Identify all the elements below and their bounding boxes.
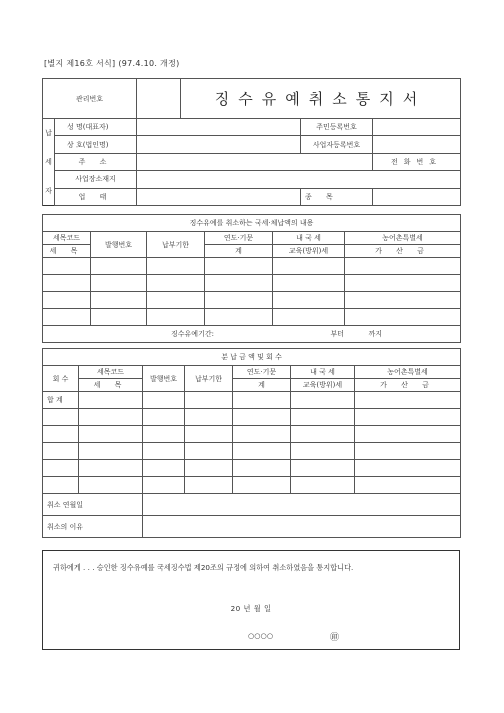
taxpayer-char-1: 납 <box>45 129 52 138</box>
name-field[interactable] <box>137 119 301 136</box>
col-tax-item: 세 목 <box>79 379 143 392</box>
management-number-field[interactable] <box>137 79 181 119</box>
business-address-field[interactable] <box>137 171 461 188</box>
col-issue-number: 발행번호 <box>143 366 185 392</box>
cancelled-tax-table <box>42 214 461 343</box>
col-issue-number: 발행번호 <box>91 232 147 258</box>
table-row <box>43 477 461 494</box>
deferral-from-label: 부터 <box>330 330 345 338</box>
business-address-label: 사업장소재지 <box>55 171 137 188</box>
col-education-tax: 교육(방위)세 <box>273 245 345 258</box>
table-row <box>43 309 461 326</box>
taxpayer-char-3: 자 <box>45 186 52 195</box>
taxpayer-label <box>43 119 55 206</box>
installment-table <box>42 348 461 538</box>
table-row <box>43 392 461 409</box>
col-education-tax: 교육(방위)세 <box>291 379 355 392</box>
cancel-date-label: 취소 연월일 <box>43 494 143 516</box>
deferral-period <box>43 326 461 343</box>
table-row <box>43 258 461 275</box>
form-number-label: [별지 제16호 서식] (97.4.10. 개정) <box>44 59 180 68</box>
col-tax-code: 세목코드 <box>79 366 143 379</box>
table-row <box>43 292 461 309</box>
table-row <box>43 426 461 443</box>
table-row <box>43 409 461 426</box>
col-year-period: 연도·기문 <box>233 366 291 379</box>
notice-box <box>42 550 460 650</box>
address-field[interactable] <box>137 153 373 170</box>
name-label: 성 명(대표자) <box>55 119 137 136</box>
cancelled-tax-heading: 징수유예를 취소하는 국세·체납액의 내용 <box>43 215 461 232</box>
col-national-tax: 내 국 세 <box>291 366 355 379</box>
category-label: 종 목 <box>301 188 373 205</box>
col-total: 계 <box>205 245 273 258</box>
cancel-date-field[interactable] <box>143 494 461 516</box>
industry-field[interactable] <box>137 188 301 205</box>
category-field[interactable] <box>373 188 461 205</box>
address-label: 주 소 <box>55 153 137 170</box>
business-name-label: 상 호(법인명) <box>55 136 137 153</box>
col-due-date: 납부기한 <box>185 366 233 392</box>
signer-name: ○○○○ <box>248 631 274 640</box>
resident-number-field[interactable] <box>373 119 461 136</box>
taxpayer-table <box>42 78 461 206</box>
col-tax-code: 세목코드 <box>43 232 91 245</box>
industry-label: 업 태 <box>55 188 137 205</box>
seal-icon: ㊞ <box>330 633 340 643</box>
col-additional-charge: 가 산 금 <box>355 379 461 392</box>
col-additional-charge: 가 산 금 <box>345 245 461 258</box>
business-name-field[interactable] <box>137 136 301 153</box>
deferral-period-label: 징수유예기간: <box>171 330 214 338</box>
document-title: 징수유예취소통지서 <box>181 79 461 119</box>
table-row <box>43 443 461 460</box>
deferral-to-label: 까지 <box>368 330 383 338</box>
installment-heading: 분 납 금 액 및 회 수 <box>43 349 461 366</box>
col-rural-tax: 농어촌특별세 <box>345 232 461 245</box>
business-registration-label: 사업자등록번호 <box>301 136 373 153</box>
col-total: 계 <box>233 379 291 392</box>
col-due-date: 납부기한 <box>147 232 205 258</box>
col-installment-times: 회 수 <box>43 366 79 392</box>
notice-text: 귀하에게 . . . 승인한 징수유예를 국세징수법 제20조의 규정에 의하여 취소하였음을 통지합니다. <box>53 563 354 572</box>
taxpayer-char-2: 세 <box>45 157 52 166</box>
col-national-tax: 내 국 세 <box>273 232 345 245</box>
phone-label: 전화번호 <box>373 153 461 170</box>
table-row <box>43 275 461 292</box>
cancel-reason-field[interactable] <box>143 516 461 538</box>
business-registration-field[interactable] <box>373 136 461 153</box>
notice-date: 20 년 월 일 <box>230 604 272 613</box>
cancel-reason-label: 취소의 이유 <box>43 516 143 538</box>
col-year-period: 연도·기문 <box>205 232 273 245</box>
col-tax-item: 세 목 <box>43 245 91 258</box>
resident-number-label: 주민등록번호 <box>301 119 373 136</box>
col-rural-tax: 농어촌특별세 <box>355 366 461 379</box>
sum-label: 합 계 <box>43 392 79 409</box>
management-number-label: 관리번호 <box>43 79 137 119</box>
table-row <box>43 460 461 477</box>
